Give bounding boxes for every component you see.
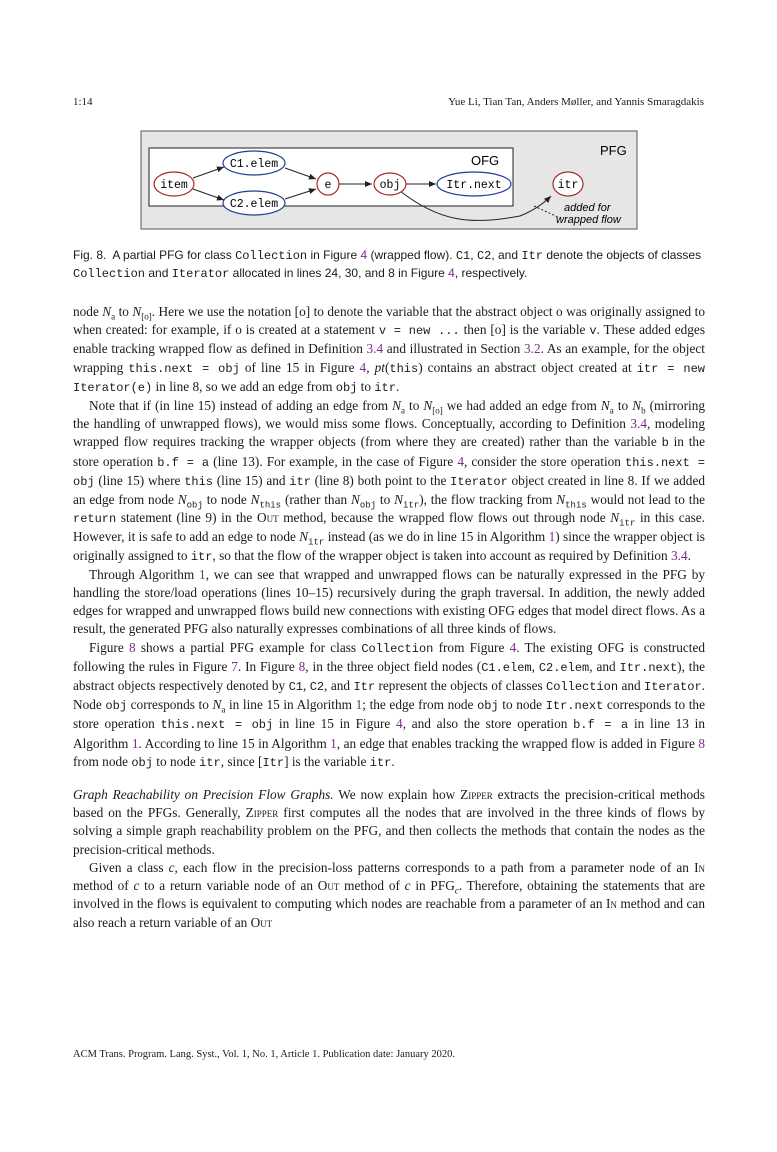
paragraph-5: Graph Reachability on Precision Flow Graphs. We now explain how Zipper extracts the precision-critical methods based on the PFGs. Generally, Zipper first computes all the nodes that are involved in the three kinds of flows by solving a simple graph reachability problem on the PFG, and then collects the methods that contain the nodes as the precision-critical methods. — [73, 787, 705, 857]
figure-caption: Fig. 8. A partial PFG for class Collection in Figure 4 (wrapped flow). C1, C2, and Itr denote the objects of classes Collection and Iterator allocated in lines 24, 30, and 8 in Figure 4, respectively. — [73, 248, 702, 281]
page-number: 1:14 — [73, 96, 93, 108]
caption-figure-ref[interactable]: 4 — [360, 248, 368, 262]
node-itr-next-label: Itr.next — [446, 179, 502, 192]
pfg-figure — [140, 130, 638, 230]
paragraph-1: node $N_a$ to $N_{[o]}$. Here we use the notation [o] to denote the variable that the abstract object o was originally assigned to when created: for example, if o is created at a statement v = new ... then [o] is the variable v. These added edges enable tracking wrapped flow as defined in Definition 3.4 and illustrated in Section 3.2. As an example, for the object wrapping this.next = obj of line 15 in Figure 4, pt(this) contains an abstract object created at itr = new Iterator(e) in line 8, so we add an edge from obj to itr. — [73, 304, 706, 395]
caption-fig-label: Fig. 8. — [73, 248, 107, 262]
ofg-label: OFG — [471, 153, 500, 168]
paragraph-4: Figure 8 shows a partial PFG example for class Collection from Figure 4. The existing OFG is constructed following the rules in Figure 7. In Figure 8, in the three object field nodes (C1.elem, C2.elem, and Itr.next), the abstract objects respectively denoted by C1, C2, and Itr represent the objects of classes Collection and Iterator. Node obj corresponds to $N_a$ in line 15 in Algorithm 1; the edge from node obj to node Itr.next corresponds to the store operation this.next = obj in line 15 in Figure 4, and also the store operation b.f = a in line 13 in Algorithm 1. According to line 15 in Algorithm 1, an edge that enables tracking the wrapped flow is added in Figure 8 from node obj to node itr, since [Itr] is the variable itr. — [73, 639, 706, 770]
node-e-label: e — [324, 179, 332, 192]
running-head-authors: Yue Li, Tian Tan, Anders Møller, and Yannis Smaragdakis — [448, 96, 704, 108]
node-item-label: item — [160, 179, 188, 192]
annotation-line-1: added for — [564, 202, 611, 214]
node-obj-label: obj — [379, 179, 401, 192]
page-footer: ACM Trans. Program. Lang. Syst., Vol. 1, No. 1, Article 1. Publication date: January 2020. — [73, 1049, 455, 1060]
pfg-label: PFG — [600, 143, 627, 158]
node-c1-elem-label: C1.elem — [229, 158, 279, 171]
paragraph-3: Through Algorithm 1, we can see that wrapped and unwrapped flows can be naturally expressed in the PFG by handling the store/load operations (lines 10–15) recursively during the graph traversal. In addition, the newly added edges for wrapped and unwrapped flows build new connections with existing OFG edges that model direct flows. As a result, the generated PFG also naturally expresses combinations of all three kinds of flows. — [73, 566, 705, 637]
body-text — [73, 303, 705, 932]
paragraph-2: Note that if (in line 15) instead of adding an edge from $N_a$ to $N_{[o]}$ we had added an edge from $N_a$ to $N_b$ (mirroring the handling of unwrapped flows), we would miss some flows. Conceptually, according to Definition 3.4, modeling wrapped flow requires tracking the wrapper objects (from where they are created) rather than the variable b in the store operation b.f = a (line 13). For example, in the case of Figure 4, consider the store operation this.next = obj (line 15) where this (line 15) and itr (line 8) both point to the Iterator object created in line 8. If we added an edge from node $N_{obj}$ to node $N_{this}$ (rather than $N_{obj}$ to $N_{itr}$), the flow tracking from $N_{this}$ would not lead to the return statement (line 9) in the Out method, because the wrapped flow flows out through node $N_{itr}$ in this case. However, it is safe to add an edge to node $N_{itr}$ instead (as we do in line 15 in Algorithm 1) since the wrapper object is originally assigned to itr, so that the flow of the wrapper object is taken into account as required by Definition 3.4. — [73, 398, 706, 564]
annotation-line-2: wrapped flow — [556, 214, 621, 226]
node-c2-elem-label: C2.elem — [229, 198, 279, 211]
caption-figure-ref[interactable]: 4 — [448, 266, 455, 280]
node-itr-label: itr — [557, 179, 579, 192]
paragraph-6: Given a class c, each flow in the precision-loss patterns corresponds to a path from a parameter node of an In method of c to a return variable node of an Out method of c in $PFG_c$. Therefore, obtaining the statements that are involved in the flows is equivalent to computing which nodes are reachable from a parameter of an In method and can also reach a return variable of an Out — [73, 859, 705, 930]
